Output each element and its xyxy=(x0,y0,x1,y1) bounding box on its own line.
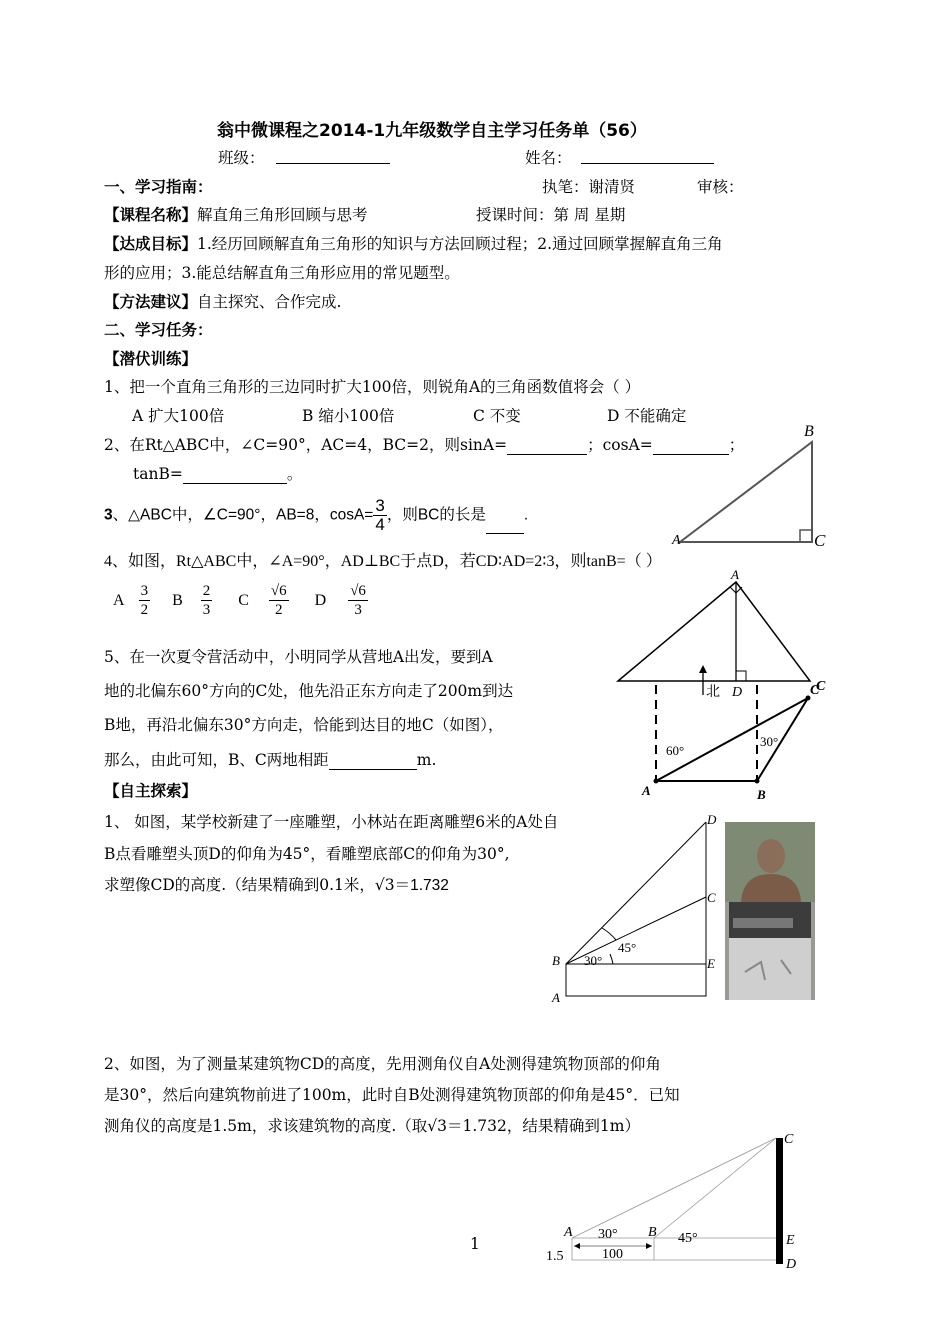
name-label: 姓名： xyxy=(525,149,572,167)
class-blank[interactable] xyxy=(276,145,390,164)
q4-c-num: √6 xyxy=(270,583,287,599)
page-number: 1 xyxy=(470,1235,480,1253)
q4-q5-figure xyxy=(600,565,870,805)
q2-line2 xyxy=(133,462,302,484)
q5-line-ac xyxy=(656,698,808,781)
q4-label-c: C xyxy=(816,679,826,694)
e2-distance-100: 100 xyxy=(602,1247,623,1262)
course-name-row xyxy=(104,203,368,225)
q3-after: ，则BC的长是 xyxy=(386,506,486,524)
q4-right-angle-d xyxy=(736,671,746,681)
q5-line4b: m. xyxy=(416,751,437,769)
method: 自主探究、合作完成. xyxy=(197,293,342,311)
e1-label-e: E xyxy=(707,956,715,971)
e1-label-d: D xyxy=(707,812,717,827)
q5-line3: B地，再沿北偏东30°方向走，恰能到达目的地C（如图）， xyxy=(104,716,504,734)
e2-sight-ac xyxy=(572,1138,776,1238)
e2-line3a: 测角仪的高度是1.5m，求该建筑物的高度.（取 xyxy=(104,1117,428,1135)
q3-number: 3 xyxy=(104,506,113,524)
q1-option-b: B 缩小100倍 xyxy=(302,407,395,425)
goal-row xyxy=(104,232,723,254)
statue-photo xyxy=(725,822,815,1000)
e1-angle-30: 30° xyxy=(584,953,603,968)
section-tasks: 二、学习任务： xyxy=(104,321,213,339)
q2-prefix: 2、在Rt△ABC中，∠C=90°，AC=4，BC=2，则sinA= xyxy=(104,436,508,454)
e1-arc-30 xyxy=(610,954,613,964)
q4-d-den: 3 xyxy=(354,602,362,618)
section-latent: 【潜伏训练】 xyxy=(104,350,198,368)
q5-label-c: C xyxy=(810,683,820,698)
q2-label-b: B xyxy=(804,423,814,440)
e2-line2: 是30°，然后向建筑物前进了100m，此时自B处测得建筑物顶部的仰角是45°．已知 xyxy=(104,1086,680,1104)
e1-ground-rect xyxy=(566,964,706,996)
q2-label-a: A xyxy=(672,533,681,548)
e1-label-a: A xyxy=(552,990,560,1005)
q4-frac-d xyxy=(348,582,368,619)
e2-label-d: D xyxy=(786,1257,797,1272)
q5-label-a: A xyxy=(642,783,651,798)
q4-triangle xyxy=(618,582,810,681)
q2-label-c: C xyxy=(814,531,826,550)
q5-angle-60: 60° xyxy=(666,743,685,758)
q5-label-north: 北 xyxy=(706,685,720,700)
q5-line4a: 那么，由此可知，B、C两地相距 xyxy=(104,751,329,769)
statue-pedestal-base xyxy=(729,938,811,1000)
q4-frac-c xyxy=(269,582,289,619)
e2-building-cd xyxy=(776,1138,783,1264)
q4-opt-a: A xyxy=(113,591,125,609)
e1-line1: 1、 如图，某学校新建了一座雕塑，小林站在距离雕塑6米的A处自 xyxy=(104,813,559,831)
q1-option-d: D 不能确定 xyxy=(607,407,687,425)
method-row xyxy=(104,290,341,312)
e2-line3b: √3＝1.732，结果精确到1m） xyxy=(427,1117,640,1135)
q5-blank[interactable] xyxy=(329,751,417,770)
q4-opt-b: B xyxy=(172,591,183,609)
e2-label-b: B xyxy=(648,1225,657,1240)
e1-line3-text: 求塑像CD的高度.（结果精确到0.1米， xyxy=(104,876,375,894)
q5-north-arrowhead xyxy=(699,665,707,673)
q2-sin-blank[interactable] xyxy=(507,436,587,455)
e1-angle-45: 45° xyxy=(618,940,637,955)
q5-label-b: B xyxy=(757,787,766,802)
q1-text: 1、把一个直角三角形的三边同时扩大100倍，则锐角A的三角函数值将会（ ） xyxy=(104,378,641,396)
author: 执笔：谢清贤 xyxy=(542,178,636,196)
q4-b-num: 2 xyxy=(202,583,211,599)
q2-line1 xyxy=(104,433,744,455)
e1-sqrt: √3 xyxy=(374,876,395,894)
q2-right-angle-mark xyxy=(800,530,812,542)
q4-d-num: √6 xyxy=(350,583,366,599)
method-tag: 【方法建议】 xyxy=(104,293,198,311)
goal-line2: 形的应用；3.能总结解直角三角形应用的常见题型。 xyxy=(104,264,460,282)
q2-triangle xyxy=(680,442,812,542)
e2-angle-30: 30° xyxy=(598,1227,618,1242)
q2-triangle-figure xyxy=(660,418,845,553)
e2-label-a: A xyxy=(564,1225,573,1240)
e1-arc-45 xyxy=(602,928,616,940)
q1-option-a: A 扩大100倍 xyxy=(132,407,225,425)
q4-frac-a xyxy=(139,582,151,619)
q2-cos: ；cosA= xyxy=(587,436,653,454)
e2-line1: 2、如图，为了测量某建筑物CD的高度，先用测角仪自A处测得建筑物顶部的仰角 xyxy=(104,1055,661,1073)
statue-head xyxy=(757,839,785,873)
goal-line1: 1.经历回顾解直角三角形的知识与方法回顾过程；2.通过回顾掌握解直角三角 xyxy=(197,235,723,253)
q3-frac-num: 3 xyxy=(375,496,385,515)
q4-label-a: A xyxy=(731,567,739,582)
course-name-tag: 【课程名称】 xyxy=(104,206,198,224)
q4-frac-b xyxy=(201,582,213,619)
e1-figure xyxy=(548,808,728,1008)
q3-fraction xyxy=(373,497,386,534)
e2-sight-bc xyxy=(654,1138,776,1238)
q5-line4 xyxy=(104,748,436,770)
q5-point-c xyxy=(806,696,811,701)
e1-line3 xyxy=(104,873,449,895)
q4-label-d: D xyxy=(732,685,743,700)
q2-semi: ； xyxy=(728,436,745,454)
e1-label-c: C xyxy=(707,890,716,905)
course-name: 解直角三角形回顾与思考 xyxy=(197,206,368,224)
e2-dim-arrow-left xyxy=(574,1243,580,1249)
e2-label-c: C xyxy=(784,1132,794,1147)
q3-frac-den: 4 xyxy=(375,515,385,534)
q1-option-c: C 不变 xyxy=(473,407,521,425)
q5-point-a xyxy=(654,779,659,784)
q2-end: 。 xyxy=(286,465,303,483)
q3-text: 、△ABC中，∠C=90°，AB=8，cosA= xyxy=(112,506,374,524)
page-title: 翁中微课程之2014-1九年级数学自主学习任务单（56） xyxy=(217,121,647,141)
q2-tan: tanB= xyxy=(133,465,183,483)
class-label: 班级： xyxy=(218,149,265,167)
course-time: 授课时间：第 周 星期 xyxy=(476,206,626,224)
name-blank[interactable] xyxy=(581,145,714,164)
e1-line2: B点看雕塑头顶D的仰角为45°，看雕塑底部C的仰角为30°, xyxy=(104,845,510,863)
e1-label-b: B xyxy=(552,953,560,968)
q3-row xyxy=(104,497,528,534)
q5-point-b xyxy=(755,779,760,784)
q3-blank[interactable] xyxy=(486,515,524,534)
q5-angle-30: 30° xyxy=(760,734,779,749)
reviewer: 审核： xyxy=(697,178,744,196)
e2-label-e: E xyxy=(786,1233,795,1248)
q4-opt-c: C xyxy=(238,591,249,609)
section-explore: 【自主探索】 xyxy=(104,782,198,800)
e2-figure xyxy=(540,1128,810,1274)
q5-line1: 5、在一次夏令营活动中，小明同学从营地A出发，要到A xyxy=(104,648,493,666)
goal-tag: 【达成目标】 xyxy=(104,235,198,253)
e2-height-1-5: 1.5 xyxy=(546,1249,564,1264)
q4-text: 4、如图，Rt△ABC中，∠A=90°，AD⊥BC于点D，若CD∶AD=2∶3，则tanB=（ ） xyxy=(104,553,662,570)
q4-b-den: 3 xyxy=(202,602,211,618)
q4-a-num: 3 xyxy=(140,583,149,599)
e2-angle-45: 45° xyxy=(678,1231,698,1246)
statue-plaque xyxy=(733,918,793,928)
q4-opt-d: D xyxy=(314,591,327,609)
q2-tan-blank[interactable] xyxy=(183,465,287,484)
q4-c-den: 2 xyxy=(275,602,283,618)
e2-dim-arrow-right xyxy=(646,1243,652,1249)
q5-line2: 地的北偏东60°方向的C处，他先沿正东方向走了200m到达 xyxy=(104,682,514,700)
e1-approx: ＝1.732 xyxy=(394,877,449,894)
q4-options xyxy=(113,582,368,619)
section-guide: 一、学习指南： xyxy=(104,178,213,196)
q4-a-den: 2 xyxy=(140,602,149,618)
q3-end: . xyxy=(523,506,529,524)
